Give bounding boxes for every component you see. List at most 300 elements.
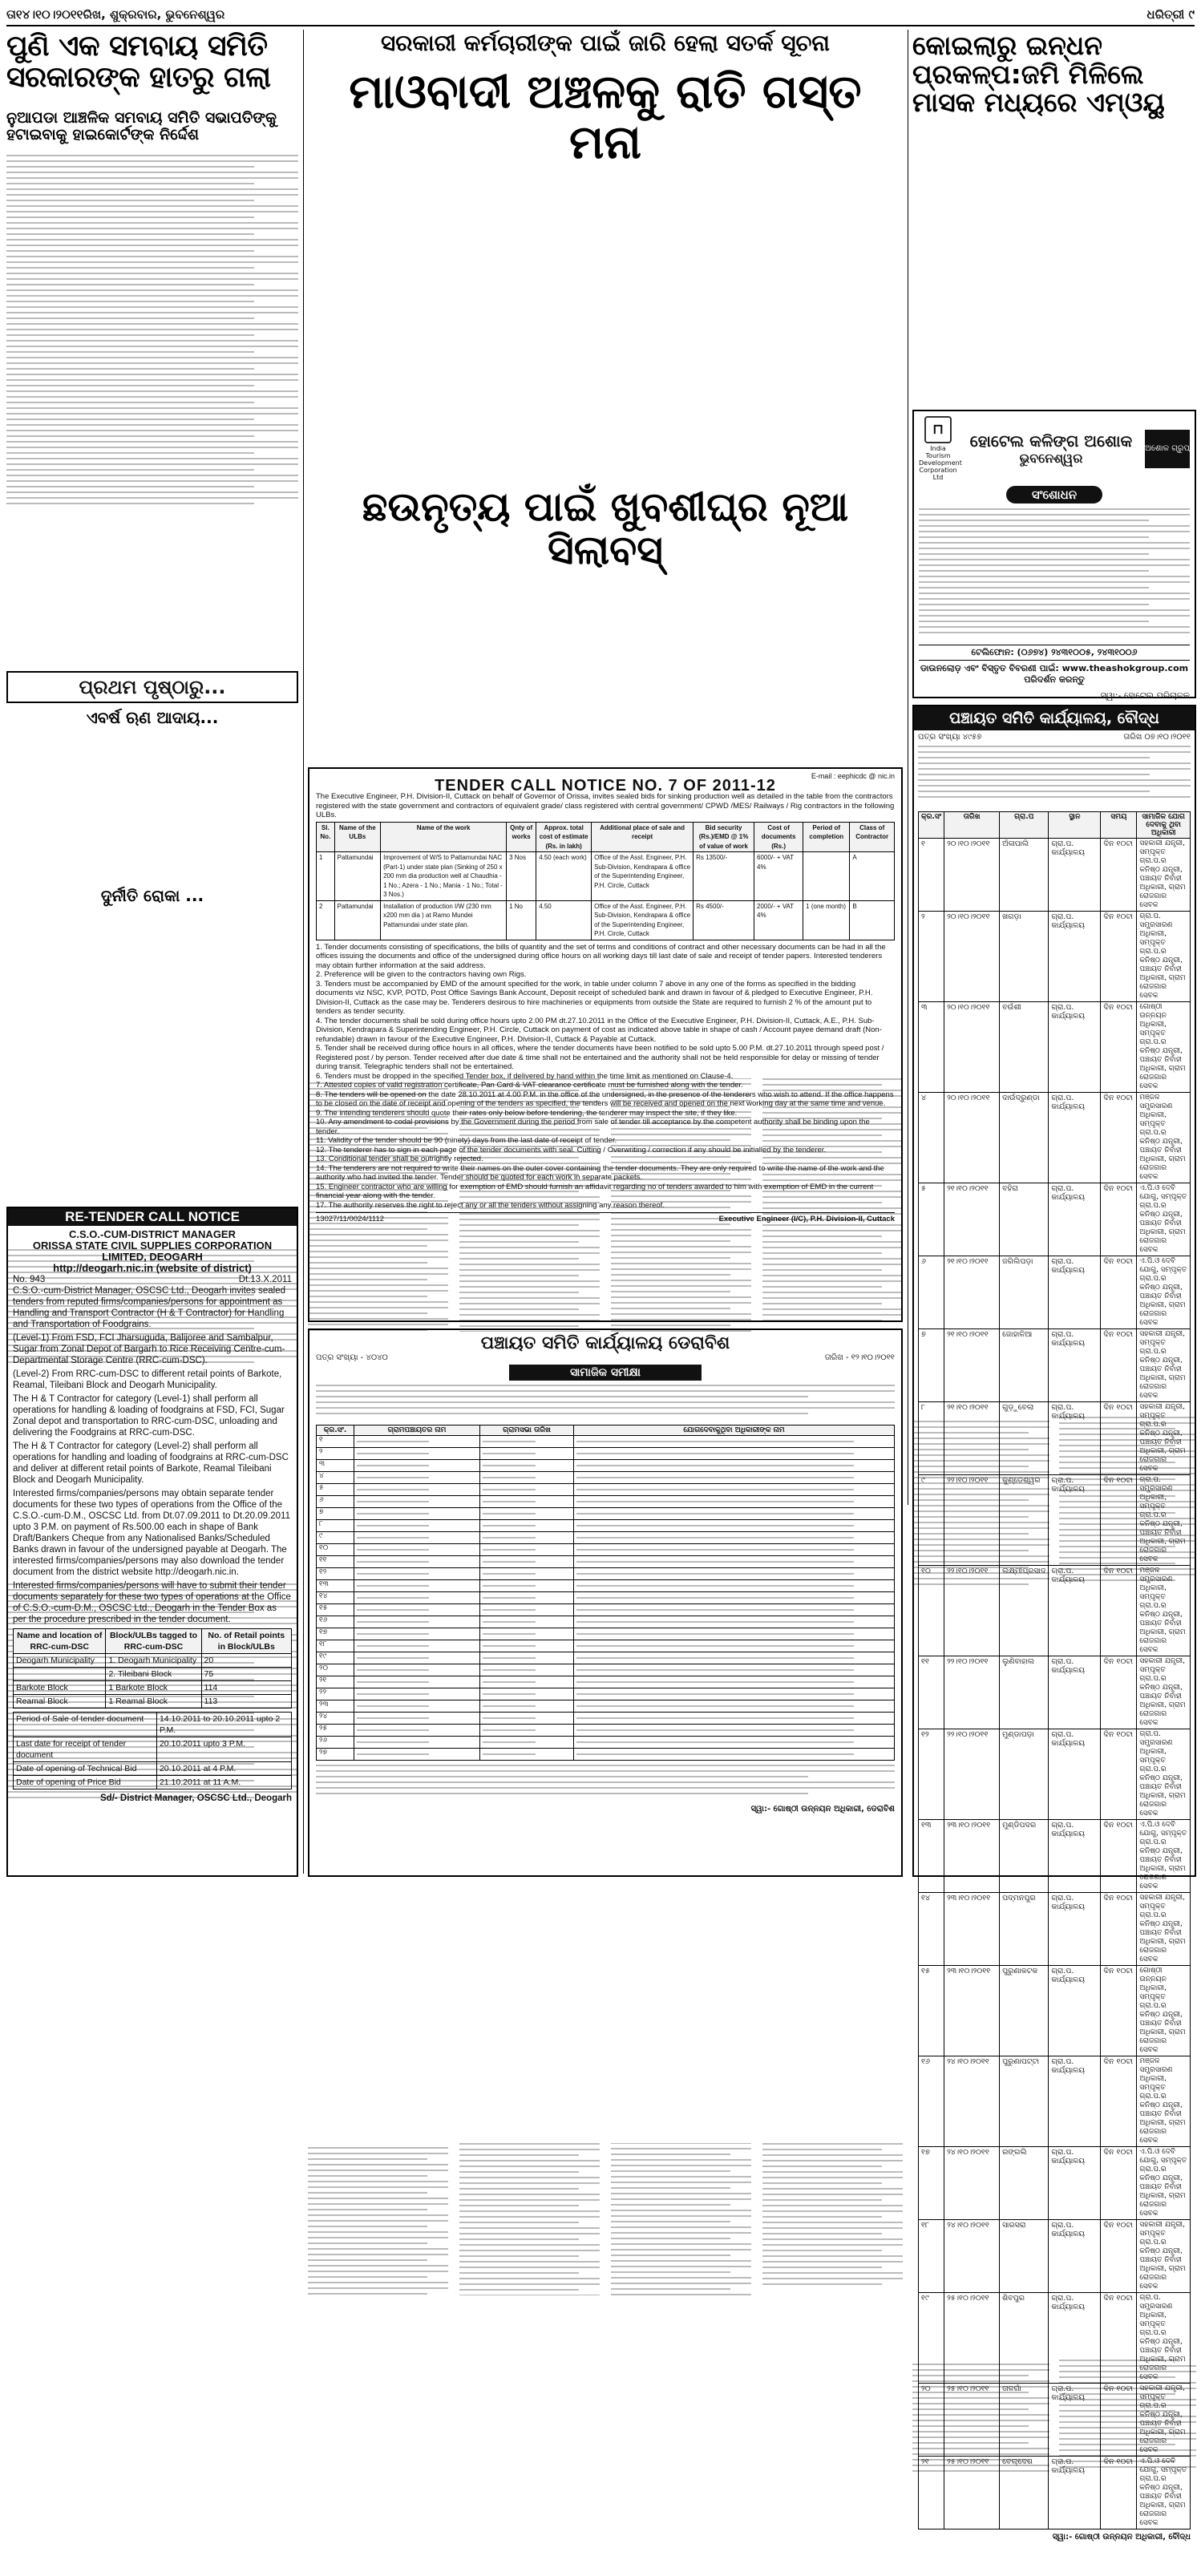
boudh-cell: ଜୋହାଳିଆ: [1000, 1329, 1049, 1402]
chhau-headline: ଛଉନୃତ୍ୟ ପାଇଁ ଖୁବଶୀଘ୍ର ନୂଆ ସିଲାବସ୍: [362, 483, 849, 573]
derabish-cell-text: [483, 1549, 536, 1551]
boudh-cell: ୨୪।୧୦।୨୦୧୧: [944, 2056, 1000, 2147]
table-row: [919, 1329, 1191, 1402]
derabish-notice: [308, 1328, 903, 1877]
table-row: [317, 1496, 895, 1508]
boudh-cell: ଦିନ ୧୦ଟା: [1101, 1002, 1137, 1093]
boudh-cell: ଏ.ପି.ଓ ଦେବି ଯୋଗୁ, ସମ୍ପୃକ୍ତ ଗ୍ରା.ପ.ର କନିଷ୍ଠ ଯନ୍ତ୍ରୀ, ପଞ୍ଚାୟତ ନିର୍ବାହୀ ଅଧିକାରୀ, ଗ୍ରାମ ରୋଜଗାର ସେବକ: [1137, 1820, 1191, 1893]
derabish-cell-text: [483, 1501, 536, 1502]
boudh-cell: ୬: [919, 1256, 944, 1329]
tender-cell: Pattamundai: [334, 852, 380, 901]
table-row: [317, 1737, 895, 1749]
boudh-cell: ଗ୍ରା.ପ. କାର୍ଯ୍ୟାଳୟ: [1049, 2056, 1101, 2147]
table-row: [317, 1628, 895, 1640]
boudh-cell: ୭: [919, 1329, 944, 1402]
table-row: [14, 1713, 292, 1737]
tender-cell: 1 (one month): [803, 900, 850, 940]
derabish-cell-text: [357, 1489, 429, 1490]
boudh-cell: ୩: [919, 1002, 944, 1093]
derabish-cell-text: [357, 1453, 429, 1454]
boudh-cell: ଏ.ପି.ଓ ଦେବି ଯୋଗୁ, ସମ୍ପୃକ୍ତ ଗ୍ରା.ପ.ର କନିଷ୍ଠ ଯନ୍ତ୍ରୀ, ପଞ୍ଚାୟତ ନିର୍ବାହୀ ଅଧିକାରୀ, ଗ୍ରାମ ରୋଜଗାର ସେବକ: [1137, 2457, 1191, 2529]
derabish-serial: ୧୪: [317, 1592, 354, 1604]
tender-cell: Rs 4500/-: [694, 900, 754, 940]
boudh-cell: ୨୦।୧୦।୨୦୧୧: [944, 912, 1000, 1002]
boudh-cell: ଦାଉଁଦ୍ରୁଣ୍ଡା: [1000, 1093, 1049, 1183]
derabish-cell: [354, 1448, 480, 1460]
boudh-cell: ୧୦: [919, 1566, 944, 1656]
derabish-cell: [354, 1713, 480, 1725]
table-row: [919, 839, 1191, 912]
tender-cell: 1 No: [507, 900, 536, 940]
boudh-cell: ଦିନ ୧୦ଟା: [1101, 912, 1137, 1002]
derabish-cell-text: [483, 1609, 536, 1611]
tender-cell: [803, 852, 850, 901]
derabish-cell-text: [483, 1741, 536, 1743]
derabish-sign: ସ୍ୱା:- ଗୋଷ୍ଠୀ ଉନ୍ନୟନ ଅଧିକାରୀ, ଡେରାବିଶ: [750, 1805, 895, 1814]
boudh-cell: ଏ.ପି.ଓ ଦେବି ଯୋଗୁ, ସମ୍ପୃକ୍ତ ଗ୍ରା.ପ.ର କନିଷ୍ଠ ଯନ୍ତ୍ରୀ, ପଞ୍ଚାୟତ ନିର୍ବାହୀ ଅଧିକାରୀ, ଗ୍ରାମ ରୋଜଗାର ସେବକ: [1137, 2147, 1191, 2220]
derabish-serial: ୫: [317, 1484, 354, 1496]
derabish-th: ଗ୍ରାମପଞ୍ଚାୟତର ନାମ: [354, 1425, 480, 1436]
tender-title: TENDER CALL NOTICE NO. 7 OF 2011-12: [435, 776, 776, 795]
rrc-cell: 75: [201, 1668, 291, 1681]
table-row: [919, 1475, 1191, 1566]
tender-th: Approx. total cost of estimate (Rs. in lakh): [536, 822, 592, 852]
retender-para4: The H & T Contractor for category (Level-1) shall perform all operations for handling & loading of foodgrains at FSD, FCI, Sugar Zonal depot and transportation to RRC-cum-DSC, unloading and delivering the Foodgrains at RRC-cum-DSC.: [13, 1394, 285, 1438]
derabish-cell-text: [357, 1573, 429, 1575]
boudh-cell: ଦିନ ୧୦ଟା: [1101, 2457, 1137, 2529]
derabish-cell: [354, 1700, 480, 1713]
table-row: [14, 1681, 292, 1695]
derabish-cell-text: [357, 1621, 429, 1623]
tender-clause: 2. Preference will be given to the contractors having own Rigs.: [316, 970, 527, 979]
boudh-cell: ଦିନ ୧୦ଟା: [1101, 1966, 1137, 2056]
tender-clause: 13. Conditional tender shall be outrightly rejected.: [316, 1155, 483, 1163]
boudh-cell: ଗୋଷ୍ଠୀ ଉନ୍ନୟନ ଅଧିକାରୀ, ସମ୍ପୃକ୍ତ ଗ୍ରା.ପ.ର କନିଷ୍ଠ ଯନ୍ତ୍ରୀ, ପଞ୍ଚାୟତ ନିର୍ବାହୀ ଅଧିକାରୀ, ଗ୍ରାମ ରୋଜଗାର ସେବକ: [1137, 1966, 1191, 2056]
tender-clause: 7. Attested copies of valid registration certificate, Pan Card & VAT clearance certificate must be furnished along with the tender.: [316, 1081, 743, 1090]
derabish-cell: [480, 1460, 574, 1472]
derabish-title: ପଞ୍ଚାୟତ ସମିତି କାର୍ଯ୍ୟାଳୟ ଡେରାବିଶ: [480, 1333, 730, 1353]
boudh-cell: ୧୨: [919, 1729, 944, 1820]
boudh-cell: ଗ୍ରା.ପ. କାର୍ଯ୍ୟାଳୟ: [1049, 1402, 1101, 1475]
retender-para6: Interested firms/companies/persons may obtain separate tender documents for these two types of operations from the Office of the C.S.O.-cum-D.M., OSCSC Ltd. from Dt.07.09.2011 to Dt.20.09.2011 upto 3 P.M. on payment of Rs.500.00 each in shape of Bank Draft/Bankers Cheque from any Nationalised Banks/Scheduled Banks drawn in favour of the undersigned payable at Deogarh. The interested firms/companies/persons may also download the tender document from the district website http://deogarh.nic.in.: [13, 1489, 290, 1577]
boudh-cell: ଗ୍ରା.ପ. କାର୍ଯ୍ୟାଳୟ: [1049, 1893, 1101, 1966]
derabish-cell: [354, 1472, 480, 1484]
boudh-cell: ଗ୍ରା.ପ. କାର୍ଯ୍ୟାଳୟ: [1049, 1656, 1101, 1729]
tender-cell: A: [850, 852, 895, 901]
derabish-cell: [354, 1652, 480, 1664]
boudh-cell: ଦିନ ୧୦ଟା: [1101, 1402, 1137, 1475]
boudh-cell: ୧୩: [919, 1820, 944, 1893]
table-row: [14, 1737, 292, 1762]
derabish-cell-text: [483, 1453, 536, 1454]
boudh-notice: [912, 705, 1196, 2542]
derabish-cell-text: [576, 1561, 854, 1563]
derabish-cell: [354, 1520, 480, 1532]
derabish-cell: [480, 1725, 574, 1737]
derabish-cell-text: [576, 1549, 854, 1551]
table-row: [317, 1544, 895, 1556]
rrc-cell: [14, 1668, 106, 1681]
tender-cell: 4.50: [536, 900, 592, 940]
derabish-cell-text: [576, 1681, 854, 1683]
tender-intro: The Executive Engineer, P.H. Division-II, Cuttack on behalf of Governor of Orissa, invites sealed bids for sinking production well as detailed in the table from the contractors registered with the state government and contractors of equivalent grade/ class registered with central government/ CPWD /MES/ Railways / Rig contractors in the following ULBs.: [316, 792, 895, 819]
table-row: [317, 1688, 895, 1700]
tender-sign: Executive Engineer (I/C), P.H. Division-II, Cuttack: [718, 1215, 895, 1223]
boudh-table: [918, 811, 1191, 2529]
derabish-cell: [354, 1460, 480, 1472]
boudh-cell: ୧୭: [919, 2147, 944, 2220]
boudh-cell: ୨୦।୧୦।୨୦୧୧: [944, 839, 1000, 912]
boudh-cell: ଗ୍ରା.ପ. କାର୍ଯ୍ୟାଳୟ: [1049, 912, 1101, 1002]
derabish-cell-text: [357, 1513, 429, 1514]
boudh-date: ତାରିଖ ୦୭।୧୦।୨୦୧୧: [1123, 733, 1191, 742]
derabish-cell-text: [483, 1573, 536, 1575]
retender-website[interactable]: http://deogarh.nic.in (website of district): [53, 1262, 252, 1274]
derabish-cell-text: [483, 1513, 536, 1514]
boudh-cell: ସହକାରୀ ଯନ୍ତ୍ରୀ, ସମ୍ପୃକ୍ତ ଗ୍ରା.ପ.ର କନିଷ୍ଠ ଯନ୍ତ୍ରୀ, ପଞ୍ଚାୟତ ନିର୍ବାହୀ ଅଧିକାରୀ, ଗ୍ରାମ ରୋଜଗାର ସେବକ: [1137, 2384, 1191, 2457]
boudh-cell: ଗ୍ରା.ପ. ସମ୍ପ୍ରସାରଣ ଅଧିକାରୀ, ସମ୍ପୃକ୍ତ ଗ୍ରା.ପ.ର କନିଷ୍ଠ ଯନ୍ତ୍ରୀ, ପଞ୍ଚାୟତ ନିର୍ବାହୀ ଅଧିକାରୀ, ଗ୍ରାମ ରୋଜଗାର ସେବକ: [1137, 2293, 1191, 2384]
derabish-cell-text: [357, 1561, 429, 1563]
boudh-cell: ବହିରା: [1000, 1183, 1049, 1256]
derabish-cell: [354, 1664, 480, 1676]
tender-footer: [316, 1212, 895, 1224]
tender-clause: 11. Validity of the tender should be 90 (ninety) days from the last date of receipt of tender.: [316, 1136, 617, 1145]
derabish-cell-text: [483, 1489, 536, 1490]
derabish-serial: ୭: [317, 1508, 354, 1520]
date-value: 20.10.2011 at 4 P.M.: [156, 1762, 291, 1776]
boudh-cell: ଗ୍ରା.ପ. ସମ୍ପ୍ରସାରଣ ଅଧିକାରୀ, ସମ୍ପୃକ୍ତ ଗ୍ରା.ପ.ର କନିଷ୍ଠ ଯନ୍ତ୍ରୀ, ପଞ୍ଚାୟତ ନିର୍ବାହୀ ଅଧିକାରୀ, ଗ୍ରାମ ରୋଜଗାର ସେବକ: [1137, 1475, 1191, 1566]
table-row: [317, 1713, 895, 1725]
derabish-cell-text: [357, 1441, 429, 1442]
boudh-cell: ୨୩।୧୦।୨୦୧୧: [944, 1966, 1000, 2056]
derabish-cell-text: [576, 1585, 854, 1587]
boudh-cell: ଗ୍ରା.ପ. କାର୍ଯ୍ୟାଳୟ: [1049, 1966, 1101, 2056]
table-row: [919, 1093, 1191, 1183]
table-row: [317, 852, 895, 901]
derabish-cell-text: [357, 1501, 429, 1502]
boudh-cell: ୨୫।୧୦।୨୦୧୧: [944, 2293, 1000, 2384]
derabish-serial: ୯: [317, 1532, 354, 1544]
derabish-cell: [480, 1688, 574, 1700]
derabish-cell: [480, 1749, 574, 1761]
derabish-intro: [316, 1385, 895, 1425]
chhau-body: [308, 2143, 903, 2360]
derabish-th: କ୍ର.ସଂ.: [317, 1425, 354, 1436]
derabish-cell-text: [357, 1681, 429, 1683]
boudh-th: କ୍ର.ସଂ: [919, 812, 944, 839]
tender-cell: 2000/- + VAT 4%: [754, 900, 803, 940]
boudh-cell: ଗ୍ରା.ପ. କାର୍ଯ୍ୟାଳୟ: [1049, 839, 1101, 912]
derabish-cell-text: [576, 1597, 854, 1599]
tender-cell: Rs 13500/-: [694, 852, 754, 901]
derabish-cell-text: [357, 1585, 429, 1587]
derabish-cell: [354, 1616, 480, 1628]
samabaya-body: [6, 155, 298, 666]
derabish-cell: [480, 1664, 574, 1676]
boudh-cell: ଦିନ ୧୦ଟା: [1101, 1093, 1137, 1183]
retender-para5: The H & T Contractor for category (Level-2) shall perform all operations for handling and loading of foodgrains at RRC-cum-DSC and deliver at different retail points of Barkote, Reamal Tileibani Block and Deogarh Municipality.: [13, 1442, 289, 1485]
boudh-cell: ଗ୍ରା.ପ. କାର୍ଯ୍ୟାଳୟ: [1049, 2220, 1101, 2293]
hotel-ad-body: [919, 508, 1190, 645]
table-row: [919, 1402, 1191, 1475]
boudh-cell: ୧୫: [919, 1966, 944, 2056]
date-value: 21.10.2011 at 11 A.M.: [156, 1776, 291, 1789]
samabaya-subhead: ନୁଆପଡା ଆଞ୍ଚଳିକ ସମବାୟ ସମିତି ସଭାପତିଙ୍କୁ ହଟାଇବାକୁ ହାଇକୋର୍ଟଙ୍କ ନିର୍ଦ୍ଦେଶ: [6, 109, 277, 144]
boudh-cell: ୧୧: [919, 1656, 944, 1729]
derabish-meta: [316, 1353, 895, 1362]
derabish-cell-text: [576, 1669, 854, 1671]
itdc-logo: [919, 416, 962, 481]
derabish-cell: [354, 1532, 480, 1544]
table-row: [919, 1566, 1191, 1656]
table-row: [919, 2293, 1191, 2384]
derabish-serial: ୧୧: [317, 1556, 354, 1568]
derabish-serial: ୪: [317, 1472, 354, 1484]
derabish-cell: [574, 1640, 895, 1652]
derabish-cell: [354, 1436, 480, 1448]
rrc-cell: Barkote Block: [14, 1681, 106, 1695]
table-row: [317, 1532, 895, 1544]
derabish-footnotes: [316, 1765, 895, 1805]
derabish-cell-text: [576, 1657, 854, 1659]
boudh-cell: ୨୧।୧୦।୨୦୧୧: [944, 1183, 1000, 1256]
boudh-cell: ଲକ୍ଷ୍ମୀପ୍ରସାଦ: [1000, 1566, 1049, 1656]
derabish-cell-text: [576, 1441, 854, 1442]
tender-clause: 5. Tender shall be received during office hours in all offices, where the tender documents have been notified to be sold upto 5.00 P.M. dt.27.10.2011 through speed post / Registered post / by person. Tender received after due date & time shall not be entertained and the authority shall not be held responsible for delay or missing of tender during transit. Telegraphic tenders shall not be entertained.: [316, 1044, 884, 1071]
boudh-cell: ୧୬: [919, 2056, 944, 2147]
boudh-cell: ଗ୍ରା.ପ. କାର୍ଯ୍ୟାଳୟ: [1049, 1475, 1101, 1566]
retender-notice: [6, 1207, 298, 1877]
derabish-cell: [574, 1688, 895, 1700]
folio-paper: ଧରିତ୍ରୀ ୯: [1146, 7, 1195, 22]
retender-para3: (Level-2) From RRC-cum-DSC to different retail points of Barkote, Reamal, Tileibani Block and Deogarh Municipality.: [13, 1369, 282, 1390]
boudh-cell: ଦିନ ୧୦ଟା: [1101, 2220, 1137, 2293]
boudh-cell: ଗ୍ରା.ପ. ସମ୍ପ୍ରସାରଣ ଅଧିକାରୀ, ସମ୍ପୃକ୍ତ ଗ୍ରା.ପ.ର କନିଷ୍ଠ ଯନ୍ତ୍ରୀ, ପଞ୍ଚାୟତ ନିର୍ବାହୀ ଅଧିକାରୀ, ଗ୍ରାମ ରୋଜଗାର ସେବକ: [1137, 1729, 1191, 1820]
boudh-cell: ୪: [919, 1093, 944, 1183]
derabish-serial: ୧୦: [317, 1544, 354, 1556]
boudh-cell: ଶିବପୁର: [1000, 2293, 1049, 2384]
table-row: [919, 1256, 1191, 1329]
derabish-cell-text: [357, 1465, 429, 1466]
tender-cell: 1: [317, 852, 335, 901]
derabish-cell-text: [357, 1537, 429, 1539]
table-row: [317, 1664, 895, 1676]
tender-th: Cost of documents (Rs.): [754, 822, 803, 852]
derabish-cell-text: [483, 1525, 536, 1527]
ashok-group-logo: ଅଶୋକ ଗ୍ରୁପ୍: [1145, 430, 1190, 468]
derabish-cell: [574, 1472, 895, 1484]
derabish-cell: [574, 1544, 895, 1556]
derabish-cell-text: [357, 1645, 429, 1647]
derabish-cell: [574, 1568, 895, 1580]
derabish-serial: ୨୭: [317, 1749, 354, 1761]
boudh-cell: ଦିନ ୧୦ଟା: [1101, 1475, 1137, 1566]
derabish-cell-text: [576, 1453, 854, 1454]
pratham-banner: ପ୍ରଥମ ପୃଷ୍ଠାରୁ...: [6, 671, 298, 703]
retender-para1: C.S.O.-cum-District Manager, OSCSC Ltd., Deogarh invites sealed tenders from reputed firms/companies/persons for appointment as Handling and Transport Contractor (H & T Contractor) for Handling and Transportation of Foodgrains.: [13, 1286, 286, 1329]
table-row: [317, 1640, 895, 1652]
boudh-cell: ୨୪।୧୦।୨୦୧୧: [944, 2220, 1000, 2293]
boudh-cell: ଦିନ ୧୦ଟା: [1101, 1820, 1137, 1893]
derabish-cell-text: [483, 1753, 536, 1755]
derabish-cell: [574, 1676, 895, 1688]
tender-clause: 1. Tender documents consisting of specifications, the bills of quantity and the set of terms and conditions of contract and other necessary documents can be had in all the offices issuing the documents and office of the undersigned during office hours on all working days till last date of sale and receipt of tender papers. Interested tenderers may obtain further information at the said address.: [316, 942, 886, 970]
retender-no: No. 943: [13, 1275, 46, 1284]
table-row: [14, 1762, 292, 1776]
boudh-cell: ଦିନ ୧୦ଟା: [1101, 1566, 1137, 1656]
boudh-cell: ୨୨।୧୦।୨୦୧୧: [944, 1566, 1000, 1656]
derabish-cell-text: [357, 1597, 429, 1599]
boudh-cell: ଗ୍ରା.ପ. କାର୍ଯ୍ୟାଳୟ: [1049, 1256, 1101, 1329]
rrc-header: Block/ULBs tagged to RRC-cum-DSC: [106, 1629, 201, 1654]
derabish-cell: [480, 1700, 574, 1713]
retender-para2: (Level-1) From FSD, FCI Jharsuguda, Balijoree and Sambalpur, Sugar from Zonal Depot of Bargarh to Rice Receiving Centre-cum-Departmental Storage Centre (RRC-cum-DSC).: [13, 1333, 285, 1365]
derabish-cell-text: [576, 1621, 854, 1623]
derabish-table: [316, 1425, 895, 1761]
table-row: [317, 1652, 895, 1664]
derabish-serial: ୧୭: [317, 1628, 354, 1640]
tender-clauses: [316, 943, 895, 1211]
boudh-cell: ୨୨।୧୦।୨୦୧୧: [944, 1729, 1000, 1820]
table-row: [317, 1700, 895, 1713]
boudh-cell: ସହକାରୀ ଯନ୍ତ୍ରୀ, ସମ୍ପୃକ୍ତ ଗ୍ରା.ପ.ର କନିଷ୍ଠ ଯନ୍ତ୍ରୀ, ପଞ୍ଚାୟତ ନିର୍ବାହୀ ଅଧିକାରୀ, ଗ୍ରାମ ରୋଜଗାର ସେବକ: [1137, 1402, 1191, 1475]
boudh-cell: ୨୧।୧୦।୨୦୧୧: [944, 1256, 1000, 1329]
table-row: [317, 1448, 895, 1460]
boudh-cell: ଗୋଷ୍ଠୀ ଉନ୍ନୟନ ଅଧିକାରୀ, ସମ୍ପୃକ୍ତ ଗ୍ରା.ପ.ର କନିଷ୍ଠ ଯନ୍ତ୍ରୀ, ପଞ୍ଚାୟତ ନିର୍ବାହୀ ଅଧିକାରୀ, ଗ୍ରାମ ରୋଜଗାର ସେବକ: [1137, 1002, 1191, 1093]
derabish-cell-text: [357, 1549, 429, 1551]
table-row: [317, 1604, 895, 1616]
boudh-cell: ସାରସରା: [1000, 2220, 1049, 2293]
boudh-cell: ଦିନ ୧୦ଟା: [1101, 1729, 1137, 1820]
tender-cell: B: [850, 900, 895, 940]
boudh-cell: ୨୪।୧୦।୨୦୧୧: [944, 2147, 1000, 2220]
derabish-cell: [480, 1472, 574, 1484]
derabish-cell: [574, 1749, 895, 1761]
derabish-cell: [480, 1592, 574, 1604]
tender-cell: Pattamundai: [334, 900, 380, 940]
derabish-cell-text: [576, 1729, 854, 1731]
derabish-cell-text: [357, 1753, 429, 1755]
boudh-cell: ଦିନ ୧୦ଟା: [1101, 1256, 1137, 1329]
derabish-cell: [354, 1484, 480, 1496]
derabish-cell: [480, 1640, 574, 1652]
tender-cell: 4.50 (each work): [536, 852, 592, 901]
rrc-header: No. of Retail points in Block/ULBs: [201, 1629, 291, 1654]
derabish-cell: [480, 1652, 574, 1664]
table-row: [919, 1183, 1191, 1256]
date-label: Date of opening of Price Bid: [14, 1776, 157, 1789]
boudh-cell: ଗ୍ରା.ପ. କାର୍ଯ୍ୟାଳୟ: [1049, 1820, 1101, 1893]
date-value: 14.10.2011 to 20.10.2011 upto 2 P.M.: [156, 1713, 291, 1737]
derabish-cell-text: [357, 1477, 429, 1478]
boudh-cell: ୧୮: [919, 2220, 944, 2293]
samabaya-headline: ପୁଣି ଏକ ସମବାୟ ସମିତି ସରକାରଙ୍କ ହାତରୁ ଗଲା: [6, 30, 271, 94]
boudh-cell: ଦିନ ୧୦ଟା: [1101, 839, 1137, 912]
derabish-cell: [574, 1725, 895, 1737]
derabish-cell: [480, 1616, 574, 1628]
derabish-cell: [574, 1484, 895, 1496]
derabish-cell: [574, 1604, 895, 1616]
derabish-cell: [480, 1604, 574, 1616]
table-row: [317, 1520, 895, 1532]
boudh-cell: ଗ୍ରା.ପ. କାର୍ଯ୍ୟାଳୟ: [1049, 2384, 1101, 2457]
hotel-web[interactable]: ଡାଉନଲୋଡ଼ ଏବଂ ବିସ୍ତୃତ ବିବରଣୀ ପାଇଁ: www.theashokgroup.com ପରିଦର୍ଶନ କରନ୍ତୁ: [920, 663, 1189, 685]
boudh-cell: ଗ୍ରା.ପ. କାର୍ଯ୍ୟାଳୟ: [1049, 2293, 1101, 2384]
derabish-cell: [480, 1556, 574, 1568]
derabish-cell: [574, 1520, 895, 1532]
derabish-cell-text: [357, 1657, 429, 1659]
boudh-cell: ଦିନ ୧୦ଟା: [1101, 1329, 1137, 1402]
boudh-cell: ୨୦।୧୦।୨୦୧୧: [944, 1093, 1000, 1183]
derabish-cell: [354, 1568, 480, 1580]
tender-cell: 6000/- + VAT 4%: [754, 852, 803, 901]
tender-cell: Office of the Asst. Engineer, P.H. Sub-Division, Kendrapara & office of the Superintending Engineer, P.H. Circle, Cuttack: [592, 900, 694, 940]
boudh-cell: ବେଲ୍ଦେଶ: [1000, 2457, 1049, 2529]
derabish-cell: [480, 1436, 574, 1448]
table-row: [317, 1484, 895, 1496]
derabish-cell-text: [357, 1609, 429, 1611]
rrc-cell: Reamal Block: [14, 1695, 106, 1709]
derabish-cell-text: [576, 1513, 854, 1514]
derabish-cell: [574, 1664, 895, 1676]
derabish-cell: [480, 1628, 574, 1640]
derabish-cell-text: [576, 1753, 854, 1755]
retender-date: Dt.13.X.2011: [238, 1275, 292, 1284]
derabish-cell-text: [357, 1729, 429, 1731]
derabish-cell-text: [576, 1537, 854, 1539]
table-row: [14, 1695, 292, 1709]
tender-email: E-mail : eephicdc @ nic.in: [811, 772, 895, 780]
boudh-cell: ୨୧।୧୦।୨୦୧୧: [944, 1402, 1000, 1475]
retender-rrc-table: [13, 1628, 292, 1709]
hotel-ad: [912, 410, 1196, 701]
derabish-cell: [480, 1676, 574, 1688]
derabish-cell-text: [483, 1441, 536, 1442]
derabish-serial: ୩: [317, 1460, 354, 1472]
derabish-cell-text: [483, 1693, 536, 1695]
derabish-serial: ୧୨: [317, 1568, 354, 1580]
derabish-cell-text: [357, 1669, 429, 1671]
table-row: [317, 1616, 895, 1628]
boudh-th: ସ୍ଥାନ: [1049, 812, 1101, 839]
table-row: [919, 2457, 1191, 2529]
derabish-cell: [480, 1448, 574, 1460]
hotel-ad-header: [919, 416, 1190, 481]
derabish-cell: [354, 1725, 480, 1737]
itdc-name: India Tourism Development Corporation Ltd: [919, 445, 962, 481]
derabish-cell-text: [357, 1741, 429, 1743]
boudh-cell: ୨: [919, 912, 944, 1002]
table-row: [919, 1656, 1191, 1729]
boudh-cell: ଦିନ ୧୦ଟା: [1101, 2056, 1137, 2147]
derabish-serial: ୮: [317, 1520, 354, 1532]
derabish-cell-text: [576, 1477, 854, 1478]
derabish-cell: [354, 1676, 480, 1688]
boudh-meta: [918, 733, 1191, 742]
retender-dates-table: [13, 1712, 292, 1789]
boudh-cell: ଦିନ ୧୦ଟା: [1101, 1183, 1137, 1256]
date-label: Last date for receipt of tender document: [14, 1737, 157, 1762]
hotel-badge: ସଂଶୋଧନ: [1006, 486, 1102, 503]
derabish-cell-text: [576, 1717, 854, 1719]
derabish-cell-text: [483, 1561, 536, 1563]
derabish-cell-text: [357, 1633, 429, 1635]
derabish-cell-text: [357, 1693, 429, 1695]
tender-clause: 4. The tender documents shall be sold during office hours upto 2.00 PM dt.27.10.2011 in the Office of the Executive Engineer, P.H. Division-II, Cuttack, A.E., P.H. Sub-Division, Kendrapara & Superintending Engineer, P.H. Circle, Cuttack on payment of cost as indicated above table in shape of cash / Account payee demand draft (Non-refundable) drawn in favour of the Executive Engineer, P.H. Division-II, Cuttack & Payable at Cuttack.: [316, 1016, 882, 1044]
boudh-cell: ମୁଣ୍ଡାପଡ଼ା: [1000, 1729, 1049, 1820]
derabish-cell: [574, 1532, 895, 1544]
derabish-letter: ପତ୍ର ସଂଖ୍ୟା - ୪୦୪୦: [316, 1353, 388, 1362]
